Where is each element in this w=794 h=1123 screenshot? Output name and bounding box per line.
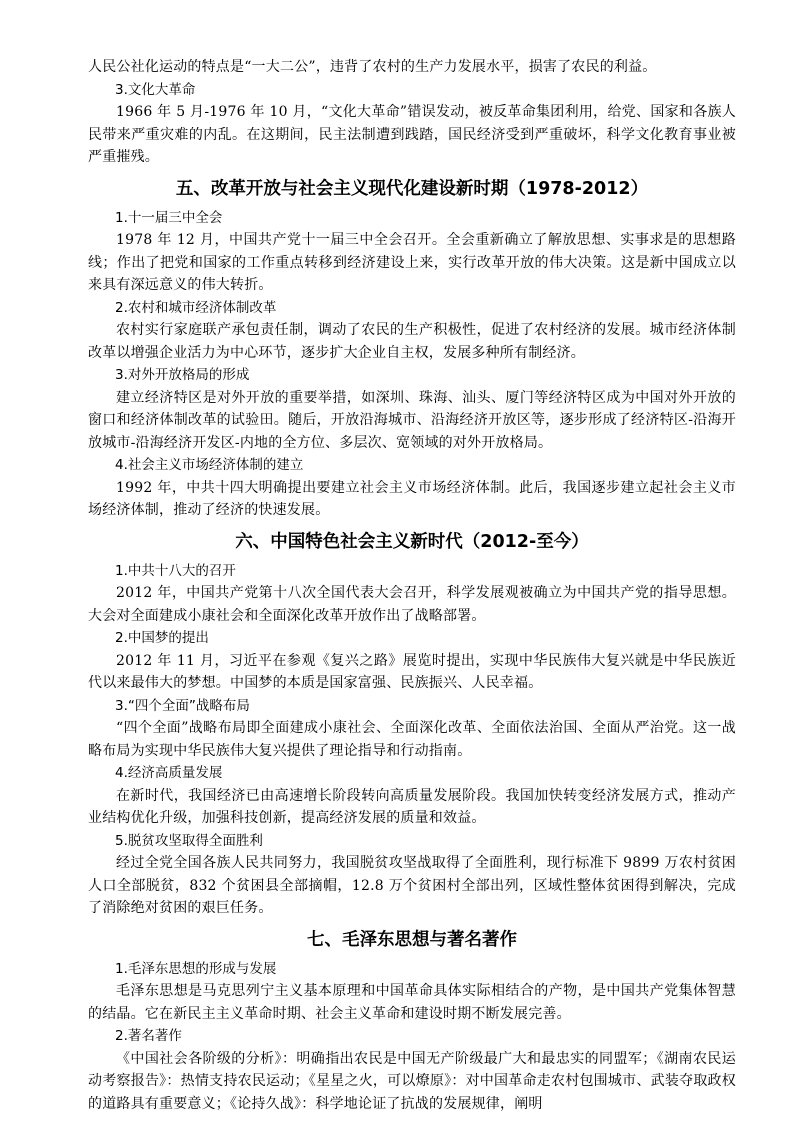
subsection-title: 1.中共十八大的召开 xyxy=(115,562,236,579)
paragraph: 1978 年 12 月，中国共产党十一届三中全会召开。全会重新确立了解放思想、实事求是的思想路线；作出了把党和国家的工作重点转移到经济建设上来，实行改革开放的伟大决策。这是新中国成立以来具有深远意义的伟大转折。 xyxy=(88,232,736,293)
section-heading: 六、中国特色社会主义新时代（2012-至今） xyxy=(235,531,589,552)
subsection-title: 4.经济高质量发展 xyxy=(115,765,223,781)
paragraph: 毛泽东思想是马克思列宁主义基本原理和中国革命具体实际相结合的产物，是中国共产党集体智慧的结晶。它在新民主主义革命时期、社会主义革命和建设时期不断发展完善。 xyxy=(88,983,736,1022)
paragraph: 建立经济特区是对外开放的重要举措，如深圳、珠海、汕头、厦门等经济特区成为中国对外开放的窗口和经济体制改革的试验田。随后，开放沿海城市、沿海经济开放区等，逐步形成了经济特区-沿海开放城市-沿海经济开发区-内地的全方位、多层次、宽领域的对外开放格局。 xyxy=(88,389,736,451)
subsection-title: 3.文化大革命 xyxy=(115,81,196,98)
paragraph: 在新时代，我国经济已由高速增长阶段转向高质量发展阶段。我国加快转变经济发展方式，推动产业结构优化升级，加强科技创新，提高经济发展的质量和效益。 xyxy=(88,787,736,826)
subsection-title: 2.农村和城市经济体制改革 xyxy=(115,299,277,316)
paragraph: 《中国社会各阶级的分析》：明确指出农民是中国无产阶级最广大和最忠实的同盟军；《湖南农民运动考察报告》：热情支持农民运动；《星星之火，可以燎原》：对中国革命走农村包围城市、武装夺取政权的道路具有重要意义；《论持久战》：科学地论证了抗战的发展规律，阐明 xyxy=(88,1050,736,1112)
paragraph: 1966 年 5 月-1976 年 10 月，“文化大革命”错误发动，被反革命集团利用，给党、国家和各族人民带来严重灾难的内乱。在这期间，民主法制遭到践踏，国民经济受到严重破坏，科学文化教育事业被严重摧残。 xyxy=(88,104,736,165)
paragraph: 2012 年 11 月，习近平在参观《复兴之路》展览时提出，实现中华民族伟大复兴就是中华民族近代以来最伟大的梦想。中国梦的本质是国家富强、民族振兴、人民幸福。 xyxy=(88,652,736,691)
paragraph: 人民公社化运动的特点是“一大二公”，违背了农村的生产力发展水平，损害了农民的利益。 xyxy=(88,59,657,75)
section-heading: 七、毛泽东思想与著名著作 xyxy=(307,929,517,950)
subsection-title: 2.著名著作 xyxy=(115,1028,182,1044)
subsection-title: 1.毛泽东思想的形成与发展 xyxy=(115,960,277,977)
paragraph: 经过全党全国各族人民共同努力，我国脱贫攻坚战取得了全面胜利，现行标准下 9899 万农村贫困人口全部脱贫，832 个贫困县全部摘帽，12.8 万个贫困村全部出列，区域性整体贫困得到解决，完成了消除绝对贫困的艰巨任务。 xyxy=(88,855,736,916)
subsection-title: 3.对外开放格局的形成 xyxy=(115,367,250,383)
subsection-title: 5.脱贫攻坚取得全面胜利 xyxy=(115,832,263,849)
subsection-title: 4.社会主义市场经济体制的建立 xyxy=(115,457,304,473)
subsection-title: 2.中国梦的提出 xyxy=(115,630,209,646)
subsection-title: 1.十一届三中全会 xyxy=(115,209,223,226)
paragraph: “四个全面”战略布局即全面建成小康社会、全面深化改革、全面依法治国、全面从严治党。这一战略布局为实现中华民族伟大复兴提供了理论指导和行动指南。 xyxy=(88,720,736,759)
paragraph: 1992 年，中共十四大明确提出要建立社会主义市场经济体制。此后，我国逐步建立起社会主义市场经济体制，推动了经济的快速发展。 xyxy=(88,479,736,518)
paragraph: 农村实行家庭联产承包责任制，调动了农民的生产积极性，促进了农村经济的发展。城市经济体制改革以增强企业活力为中心环节，逐步扩大企业自主权，发展多种所有制经济。 xyxy=(88,322,736,361)
paragraph: 2012 年，中国共产党第十八次全国代表大会召开，科学发展观被确立为中国共产党的指导思想。大会对全面建成小康社会和全面深化改革开放作出了战略部署。 xyxy=(88,585,736,624)
section-heading: 五、改革开放与社会主义现代化建设新时期（1978-2012） xyxy=(175,178,649,199)
subsection-title: 3.“四个全面”战略布局 xyxy=(115,697,250,714)
document-page xyxy=(88,56,736,1115)
